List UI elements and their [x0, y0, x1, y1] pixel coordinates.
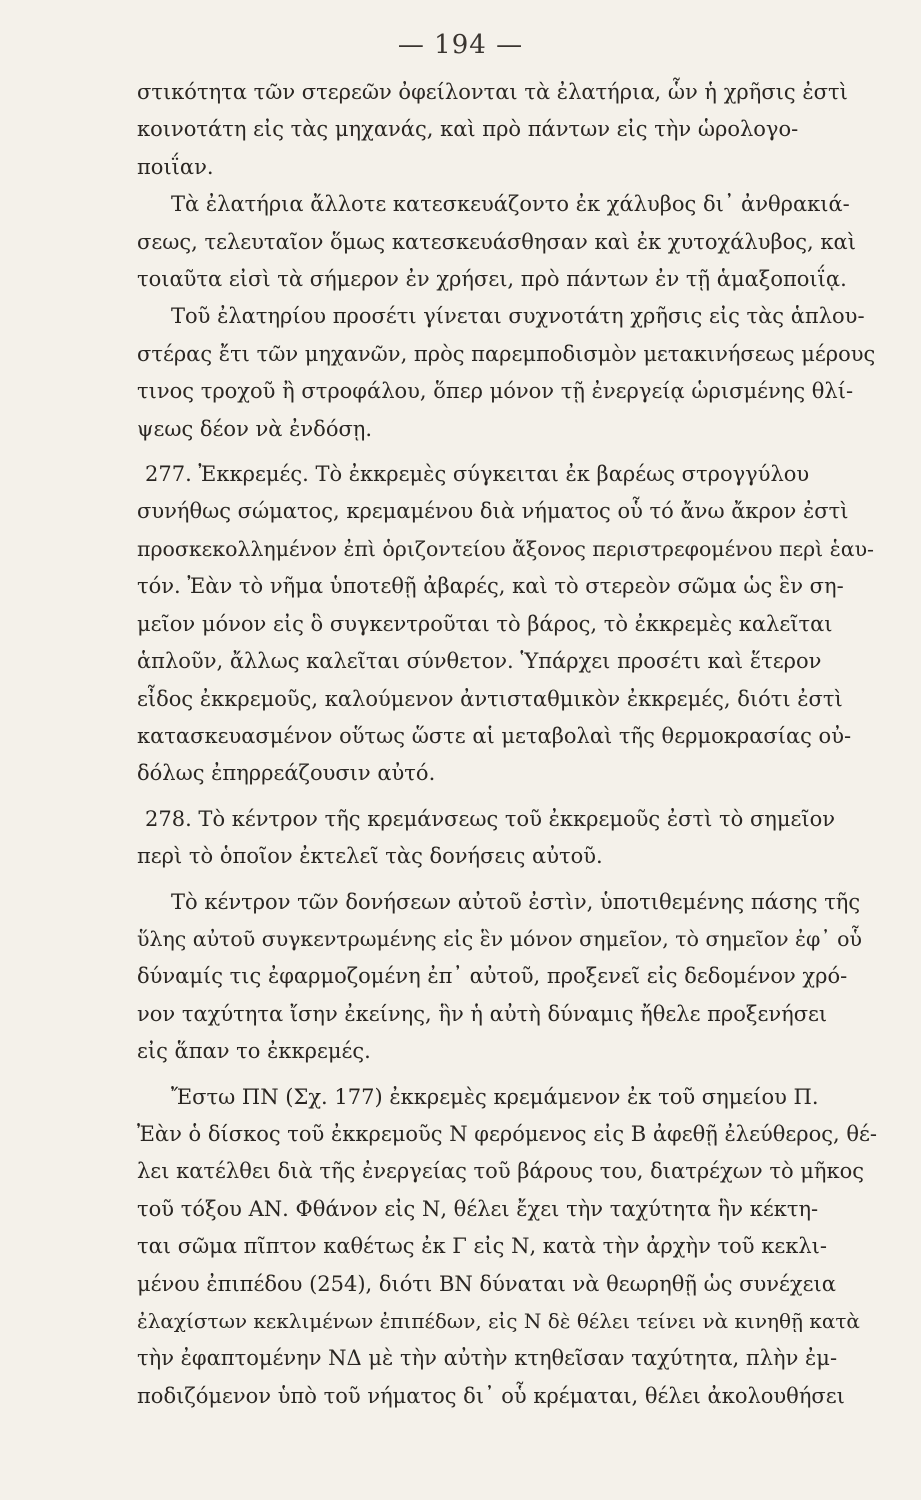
paragraph-gap	[137, 793, 877, 801]
paragraph-gap	[137, 1071, 877, 1079]
text-line: περὶ τὸ ὁποῖον ἐκτελεῖ τὰς δονήσεις αὐτοῦ.	[137, 844, 603, 869]
text-line: τόν. Ἐὰν τὸ νῆμα ὑποτεθῇ ἀβαρές, καὶ τὸ στερεὸν σῶμα ὡς ἓν ση-	[137, 574, 844, 599]
text-line: ἁπλοῦν, ἄλλως καλεῖται σύνθετον. Ὑπάρχει προσέτι καὶ ἕτερον	[137, 649, 822, 674]
text-line: σεως, τελευταῖον ὅμως κατεσκευάσθησαν καὶ ἐκ χυτοχάλυβος, καὶ	[137, 229, 856, 254]
text-line: νον ταχύτητα ἴσην ἐκείνης, ἣν ἡ αὐτὴ δύναμις ἤθελε προξενήσει	[137, 1001, 828, 1026]
text-line: στέρας ἔτι τῶν μηχανῶν, πρὸς παρεμποδισμὸν μετακινήσεως μέρους	[137, 341, 876, 366]
text-line: τοῦ τόξου ΑΝ. Φθάνον εἰς Ν, θέλει ἔχει τὴν ταχύτητα ἣν κέκτη-	[137, 1196, 819, 1221]
section-277	[137, 456, 877, 793]
text-line: ποιΐαν.	[137, 154, 214, 179]
text-line: λει κατέλθει διὰ τῆς ἐνεργείας τοῦ βάρους του, διατρέχων τὸ μῆκος	[137, 1159, 865, 1184]
paragraph-1	[137, 74, 877, 186]
text-line: Ἐὰν ὁ δίσκος τοῦ ἐκκρεμοῦς Ν φερόμενος εἰς Β ἀφεθῇ ἐλεύθερος, θέ-	[137, 1121, 877, 1146]
text-line: εἶδος ἐκκρεμοῦς, καλούμενον ἀντισταθμικὸν ἐκκρεμές, διότι ἐστὶ	[137, 686, 843, 711]
text-line: κοινοτάτη εἰς τὰς μηχανάς, καὶ πρὸ πάντων εἰς τὴν ὡρολογο-	[137, 117, 799, 142]
paragraph-gap	[137, 876, 877, 884]
text-line: προσκεκολλημένον ἐπὶ ὁριζοντείου ἄξονος περιστρεφομένου περὶ ἑαυ-	[137, 536, 874, 561]
text-line: μεῖον μόνον εἰς ὃ συγκεντροῦται τὸ βάρος, τὸ ἐκκρεμὲς καλεῖται	[137, 611, 833, 636]
text-line: Τὰ ἐλατήρια ἄλλοτε κατεσκευάζοντο ἐκ χάλυβος δι᾽ ἀνθρακιά-	[171, 192, 850, 217]
text-line: τινος τροχοῦ ἢ στροφάλου, ὅπερ μόνον τῇ ἐνεργείᾳ ὡρισμένης θλί-	[137, 379, 854, 404]
section-heading-line: 278. Τὸ κέντρον τῆς κρεμάνσεως τοῦ ἐκκρεμοῦς ἐστὶ τὸ σημεῖον	[145, 806, 836, 831]
paragraph-gap	[137, 448, 877, 456]
paragraph-3	[137, 298, 877, 448]
text-line: δύναμίς τις ἐφαρμοζομένη ἐπ᾽ αὐτοῦ, προξενεῖ εἰς δεδομένον χρό-	[137, 964, 848, 989]
section-278	[137, 801, 877, 876]
text-line: δόλως ἐπηρρεάζουσιν αὐτό.	[137, 761, 436, 786]
text-line: Τὸ κέντρον τῶν δονήσεων αὐτοῦ ἐστὶν, ὑποτιθεμένης πάσης τῆς	[171, 889, 861, 914]
text-line: μένου ἐπιπέδου (254), διότι ΒΝ δύναται νὰ θεωρηθῇ ὡς συνέχεια	[137, 1271, 836, 1296]
paragraph-2	[137, 186, 877, 298]
text-line: ἐλαχίστων κεκλιμένων ἐπιπέδων, εἰς Ν δὲ θέλει τείνει νὰ κινηθῇ κατὰ	[137, 1309, 860, 1333]
text-line: Τοῦ ἐλατηρίου προσέτι γίνεται συχνοτάτη χρῆσις εἰς τὰς ἁπλου-	[171, 304, 865, 329]
page-number: — 194 —	[397, 30, 524, 60]
text-line: κατασκευασμένον οὕτως ὥστε αἱ μεταβολαὶ τῆς θερμοκρασίας οὐ-	[137, 723, 852, 748]
text-line: ψεως δέον νὰ ἐνδόσῃ.	[137, 416, 373, 441]
section-heading-line: 277. Ἐκκρεμές. Τὸ ἐκκρεμὲς σύγκειται ἐκ βαρέως στρογγύλου	[145, 462, 810, 487]
paragraph-7	[137, 1079, 877, 1416]
text-line: τὴν ἐφαπτομένην ΝΔ μὲ τὴν αὐτὴν κτηθεῖσαν ταχύτητα, πλὴν ἐμ-	[137, 1346, 838, 1371]
paragraph-6	[137, 884, 877, 1071]
text-line: συνήθως σώματος, κρεμαμένου διὰ νήματος οὗ τό ἄνω ἄκρον ἐστὶ	[137, 499, 849, 524]
text-line: ται σῶμα πῖπτον καθέτως ἐκ Γ εἰς Ν, κατὰ τὴν ἀρχὴν τοῦ κεκλι-	[137, 1234, 827, 1259]
text-line: τοιαῦτα εἰσὶ τὰ σήμερον ἐν χρήσει, πρὸ πάντων ἐν τῇ ἁμαξοποιΐᾳ.	[137, 267, 847, 292]
text-line: ὕλης αὐτοῦ συγκεντρωμένης εἰς ἓν μόνον σημεῖον, τὸ σημεῖον ἐφ᾽ οὗ	[137, 926, 862, 951]
text-line: Ἔστω ΠΝ (Σχ. 177) ἐκκρεμὲς κρεμάμενον ἐκ τοῦ σημείου Π.	[171, 1084, 819, 1109]
text-line: εἰς ἅπαν το ἐκκρεμές.	[137, 1039, 371, 1064]
text-line: στικότητα τῶν στερεῶν ὀφείλονται τὰ ἐλατήρια, ὧν ἡ χρῆσις ἐστὶ	[137, 80, 848, 104]
text-line: ποδιζόμενον ὑπὸ τοῦ νήματος δι᾽ οὗ κρέμαται, θέλει ἀκολουθήσει	[137, 1383, 845, 1408]
text-body	[137, 74, 877, 1415]
